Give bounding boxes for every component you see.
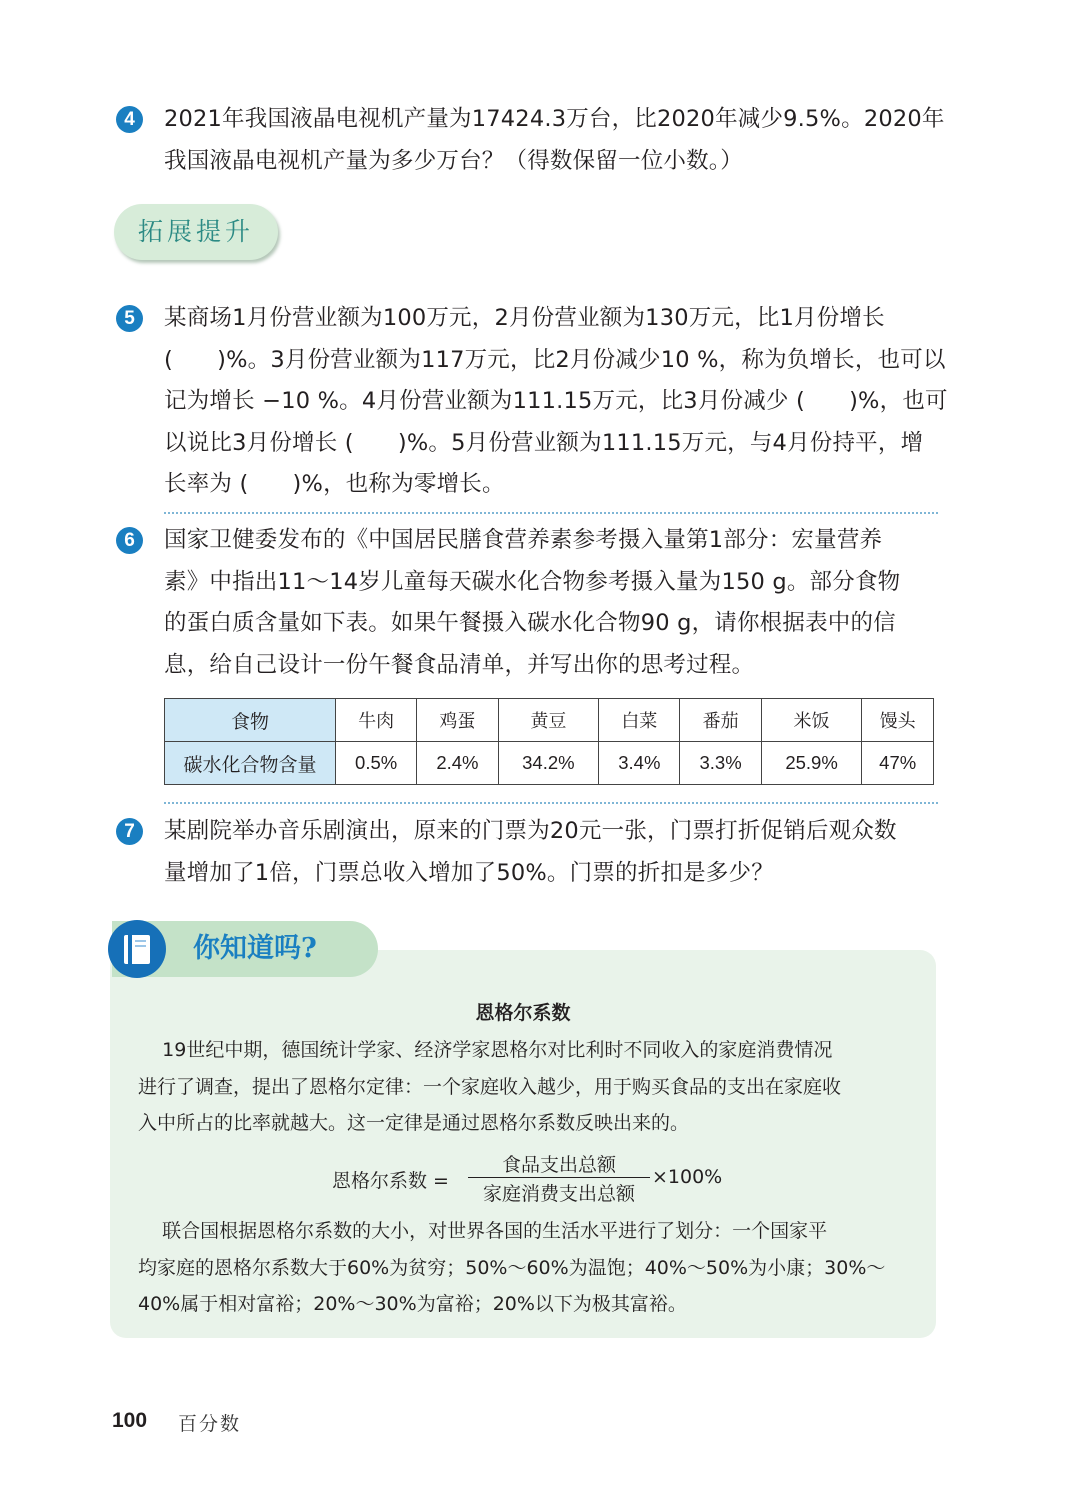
engel-paragraph-2: 联合国根据恩格尔系数的大小，对世界各国的生活水平进行了划分：一个国家平 均家庭的恩格尔系数大于60%为贫穷；50%～60%为温饱；40%～50%为小康；30%～ 40%属于相对富裕；20%～30%为富裕；20%以下为极其富裕。	[138, 1220, 886, 1315]
table-cell: 0.5%	[336, 742, 417, 785]
problem-5	[116, 298, 946, 506]
table-cell: 3.3%	[680, 742, 761, 785]
book-icon	[108, 920, 166, 978]
problem-number-badge: 5	[116, 305, 143, 332]
section-tag-expand: 拓展提升	[114, 204, 278, 260]
problem-4	[116, 99, 946, 182]
table-row-carb	[165, 742, 934, 785]
problem-number-badge: 7	[116, 818, 143, 845]
chapter-title: 百分数	[178, 1413, 242, 1435]
food-carb-table	[164, 698, 934, 785]
table-cell: 米饭	[761, 699, 862, 742]
table-cell: 鸡蛋	[417, 699, 498, 742]
formula-numerator: 食品支出总额	[501, 1154, 616, 1176]
table-cell: 3.4%	[599, 742, 680, 785]
problem-6	[116, 520, 946, 686]
table-cell: 牛肉	[336, 699, 417, 742]
divider-dotted	[164, 802, 938, 804]
formula-lhs: 恩格尔系数 =	[332, 1170, 449, 1192]
problem-text: 国家卫健委发布的《中国居民膳食营养素参考摄入量第1部分：宏量营养 素》中指出11～14岁儿童每天碳水化合物参考摄入量为150 g。部分食物 的蛋白质含量如下表。如果午餐摄入碳水化合物90 g，请你根据表中的信 息，给自己设计一份午餐食品清单，并写出你的思考过程。	[164, 527, 901, 678]
engel-heading: 恩格尔系数	[475, 1002, 571, 1024]
table-cell: 25.9%	[761, 742, 862, 785]
table-header-carb: 碳水化合物含量	[165, 742, 336, 785]
problem-text: 某商场1月份营业额为100万元，2月份营业额为130万元，比1月份增长 ( )%。3月份营业额为117万元，比2月份减少10 %，称为负增长，也可以 记为增长 −10 %。4月份营业额为111.15万元，比3月份减少 ( )%，也可 以说比3月份增长 ( )%。5月份营业额为111.15万元，与4月份持平，增 长率为 ( )%，也称为零增长。	[164, 305, 948, 497]
problem-text: 某剧院举办音乐剧演出，原来的门票为20元一张，门票打折促销后观众数 量增加了1倍，门票总收入增加了50%。门票的折扣是多少？	[164, 818, 897, 886]
table-cell: 馒头	[862, 699, 934, 742]
page-number: 100	[112, 1409, 148, 1432]
engel-paragraph-1: 19世纪中期，德国统计学家、经济学家恩格尔对比利时不同收入的家庭消费情况 进行了调查，提出了恩格尔定律：一个家庭收入越少，用于购买食品的支出在家庭收 入中所占的比率就越大。这一定律是通过恩格尔系数反映出来的。	[138, 1039, 842, 1134]
table-row-food	[165, 699, 934, 742]
table-cell: 白菜	[599, 699, 680, 742]
problem-number-badge: 6	[116, 527, 143, 554]
problem-7	[116, 811, 946, 894]
table-cell: 2.4%	[417, 742, 498, 785]
table-cell: 47%	[862, 742, 934, 785]
problem-number-badge: 4	[116, 106, 143, 133]
table-cell: 34.2%	[498, 742, 599, 785]
table-cell: 黄豆	[498, 699, 599, 742]
fraction-bar	[468, 1177, 650, 1178]
did-you-know-title: 你知道吗?	[193, 933, 317, 964]
divider-dotted	[164, 512, 938, 514]
formula-denominator: 家庭消费支出总额	[482, 1183, 635, 1205]
table-cell: 番茄	[680, 699, 761, 742]
table-header-food: 食物	[165, 699, 336, 742]
problem-text: 2021年我国液晶电视机产量为17424.3万台，比2020年减少9.5%。2020年 我国液晶电视机产量为多少万台？（得数保留一位小数。）	[164, 106, 945, 174]
formula-tail: ×100%	[652, 1166, 723, 1188]
